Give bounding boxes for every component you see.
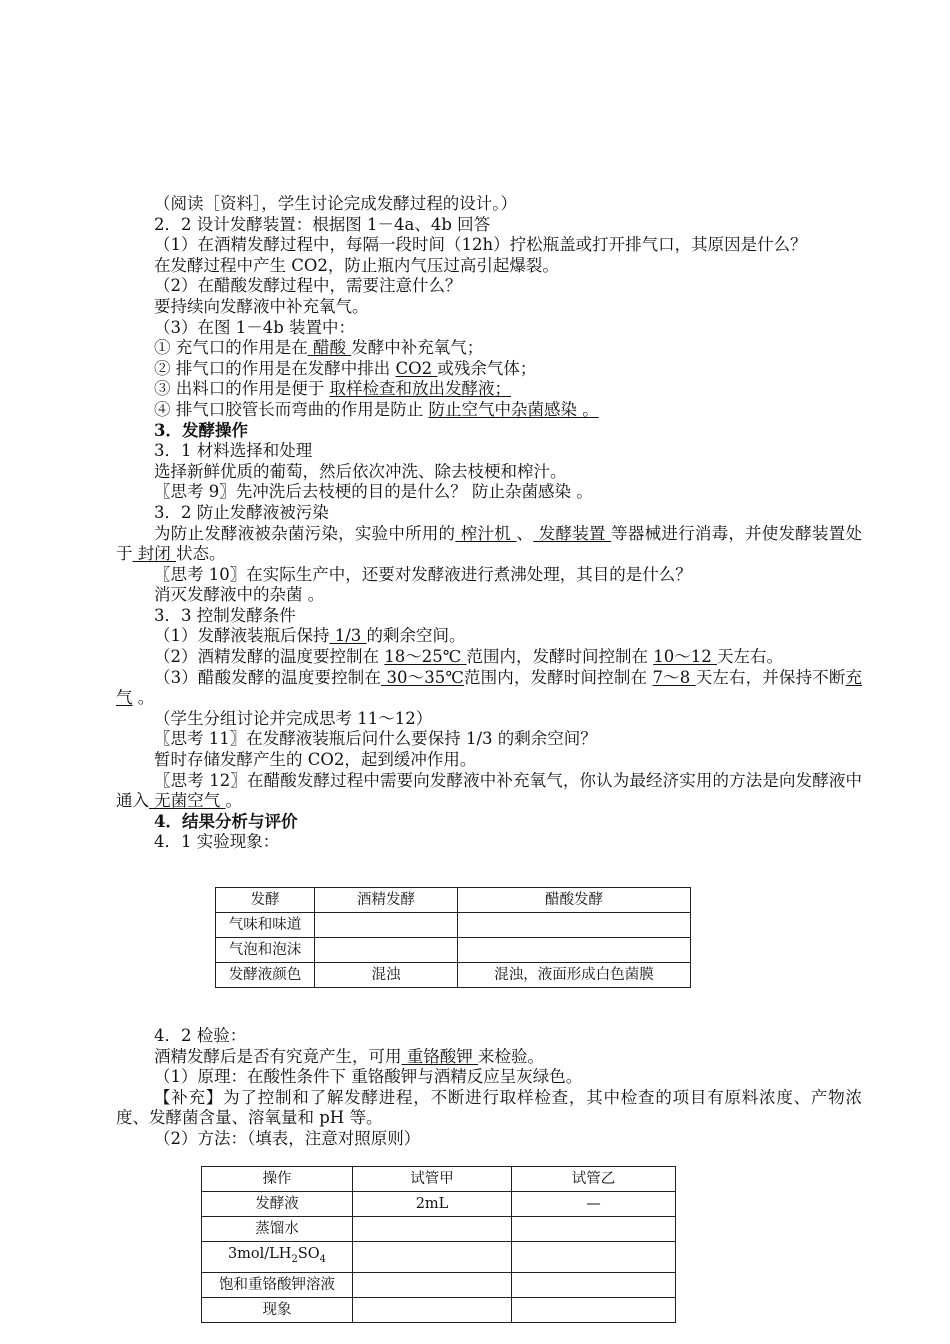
method-table bbox=[201, 1166, 676, 1323]
list-item: ③ 出料口的作用是便于 取样检查和放出发酵液； bbox=[154, 379, 511, 399]
question: 〖思考 9〗先冲洗后去枝梗的目的是什么？ 防止杂菌感染 。 bbox=[154, 482, 593, 502]
paragraph: （阅读［资料］，学生讨论完成发酵过程的设计。） bbox=[154, 194, 517, 213]
table-row bbox=[216, 963, 691, 988]
table-header-row bbox=[216, 888, 691, 913]
table-cell: — bbox=[512, 1192, 676, 1217]
list-item: ④ 排气口胶管长而弯曲的作用是防止 防止空气中杂菌感染 。 bbox=[154, 399, 599, 419]
table-cell bbox=[512, 1217, 676, 1242]
question: （3）在图 1－4b 装置中： bbox=[154, 317, 356, 337]
table-cell bbox=[512, 1297, 676, 1322]
table-cell bbox=[315, 938, 458, 963]
paragraph: （2）酒精发酵的温度要控制在 18～25℃ 范围内，发酵时间控制在 10～12 天左右。 bbox=[154, 647, 783, 667]
table-row bbox=[202, 1192, 676, 1217]
answer: 消灭发酵液中的杂菌 。 bbox=[154, 585, 325, 605]
paragraph: （1）原理：在酸性条件下 重铬酸钾与酒精反应呈灰绿色。 bbox=[154, 1067, 583, 1087]
fill-blank: 10～12 bbox=[653, 647, 717, 667]
table-header: 醋酸发酵 bbox=[458, 888, 691, 913]
supplement-note: 【补充】为了控制和了解发酵进程，不断进行取样检查，其中检查的项目有原料浓度、产物浓度、发酵菌含量、溶氧量和 pH 等。 bbox=[116, 1087, 862, 1128]
section-heading: 4．结果分析与评价 bbox=[154, 811, 298, 831]
table-header: 试管乙 bbox=[512, 1167, 676, 1192]
answer: 在发酵过程中产生 CO2，防止瓶内气压过高引起爆裂。 bbox=[154, 255, 559, 275]
table-cell: 饱和重铬酸钾溶液 bbox=[202, 1272, 353, 1297]
table-row bbox=[216, 913, 691, 938]
table-cell: 混浊，液面形成白色菌膜 bbox=[458, 963, 691, 988]
fill-blank: 醋酸 bbox=[307, 338, 352, 358]
table-cell: 混浊 bbox=[315, 963, 458, 988]
table-header: 发酵 bbox=[216, 888, 315, 913]
table-header: 试管甲 bbox=[353, 1167, 512, 1192]
paragraph: （3）醋酸发酵的温度要控制在 30～35℃范围内，发酵时间控制在 7～8 天左右，并保持不断充气 。 bbox=[116, 667, 863, 708]
table-cell bbox=[353, 1272, 512, 1297]
fill-blank: 充气 bbox=[116, 667, 863, 708]
table-cell: 气泡和泡沫 bbox=[216, 938, 315, 963]
fill-blank: 1/3 bbox=[329, 626, 367, 646]
document-body-part2 bbox=[116, 1026, 862, 1150]
table-header: 操作 bbox=[202, 1167, 353, 1192]
table-row bbox=[202, 1242, 676, 1273]
table-header: 酒精发酵 bbox=[315, 888, 458, 913]
table-cell bbox=[353, 1217, 512, 1242]
table-cell: 气味和味道 bbox=[216, 913, 315, 938]
table-cell: 发酵液颜色 bbox=[216, 963, 315, 988]
section-heading: 3．发酵操作 bbox=[154, 420, 248, 440]
fill-blank: 无菌空气 bbox=[149, 791, 226, 811]
fill-blank: 7～8 bbox=[652, 667, 696, 687]
fill-blank: 取样检查和放出发酵液； bbox=[329, 379, 511, 399]
subsection-heading: 4．1 实验现象： bbox=[154, 832, 280, 852]
paragraph: （1）发酵液装瓶后保持 1/3 的剩余空间。 bbox=[154, 626, 466, 646]
fill-blank: 18～25℃ bbox=[384, 647, 467, 667]
answer: 要持续向发酵液中补充氧气。 bbox=[154, 296, 369, 316]
fill-blank: CO2 bbox=[395, 358, 438, 378]
table-row bbox=[216, 938, 691, 963]
list-item: ① 充气口的作用是在 醋酸 发酵中补充氧气； bbox=[154, 338, 484, 358]
question: 〖思考 11〗在发酵液装瓶后问什么要保持 1/3 的剩余空间？ bbox=[154, 729, 597, 749]
table-cell: 发酵液 bbox=[202, 1192, 353, 1217]
paragraph: 为防止发酵液被杂菌污染，实验中所用的 榨汁机 、 发酵装置 等器械进行消毒，并使发酵装置处于 封闭 状态。 bbox=[116, 523, 862, 564]
table-cell: 蒸馏水 bbox=[202, 1217, 353, 1242]
list-item: ② 排气口的作用是在发酵中排出 CO2 或残余气体； bbox=[154, 358, 537, 378]
fill-blank: 重铬酸钾 bbox=[401, 1046, 478, 1066]
paragraph: （2）方法：（填表，注意对照原则） bbox=[154, 1128, 421, 1148]
fill-blank: 发酵装置 bbox=[533, 523, 612, 543]
table-cell: 现象 bbox=[202, 1297, 353, 1322]
question: （1）在酒精发酵过程中，每隔一段时间（12h）拧松瓶盖或打开排气口，其原因是什么？ bbox=[154, 235, 807, 255]
table-row bbox=[202, 1297, 676, 1322]
fill-blank: 封闭 bbox=[132, 544, 176, 564]
table-cell bbox=[353, 1297, 512, 1322]
question: 〖思考 12〗在醋酸发酵过程中需要向发酵液中补充氧气，你认为最经济实用的方法是向发酵液中通入 无菌空气 。 bbox=[116, 770, 862, 811]
table-row bbox=[202, 1217, 676, 1242]
table-cell bbox=[353, 1242, 512, 1273]
table-cell bbox=[458, 913, 691, 938]
table-cell bbox=[512, 1242, 676, 1273]
subsection-heading: 4．2 检验： bbox=[154, 1026, 247, 1045]
question: （2）在醋酸发酵过程中，需要注意什么？ bbox=[154, 276, 462, 296]
fill-blank: 30～35℃ bbox=[381, 667, 464, 687]
paragraph: 选择新鲜优质的葡萄，然后依次冲洗、除去枝梗和榨汁。 bbox=[154, 461, 567, 481]
table-header-row bbox=[202, 1167, 676, 1192]
table-cell bbox=[512, 1272, 676, 1297]
question: 〖思考 10〗在实际生产中，还要对发酵液进行煮沸处理，其目的是什么？ bbox=[154, 564, 692, 584]
document-body bbox=[116, 194, 862, 853]
answer: 暂时存储发酵产生的 CO2，起到缓冲作用。 bbox=[154, 750, 477, 770]
fill-blank: 榨汁机 bbox=[455, 523, 517, 543]
phenomenon-table bbox=[215, 887, 691, 988]
table-cell bbox=[315, 913, 458, 938]
table-cell bbox=[458, 938, 691, 963]
paragraph: （学生分组讨论并完成思考 11～12） bbox=[154, 708, 433, 728]
section-heading: 2．2 设计发酵装置：根据图 1－4a、4b 回答 bbox=[154, 214, 491, 234]
subsection-heading: 3．1 材料选择和处理 bbox=[154, 441, 313, 461]
subsection-heading: 3．2 防止发酵液被污染 bbox=[154, 502, 329, 522]
subsection-heading: 3．3 控制发酵条件 bbox=[154, 605, 296, 625]
table-cell: 2mL bbox=[353, 1192, 512, 1217]
table-cell: $3mol/LH_2SO_4$ bbox=[202, 1242, 353, 1273]
fill-blank: 防止空气中杂菌感染 。 bbox=[428, 399, 599, 419]
table-row bbox=[202, 1272, 676, 1297]
paragraph: 酒精发酵后是否有究竟产生，可用 重铬酸钾 来检验。 bbox=[154, 1046, 544, 1066]
